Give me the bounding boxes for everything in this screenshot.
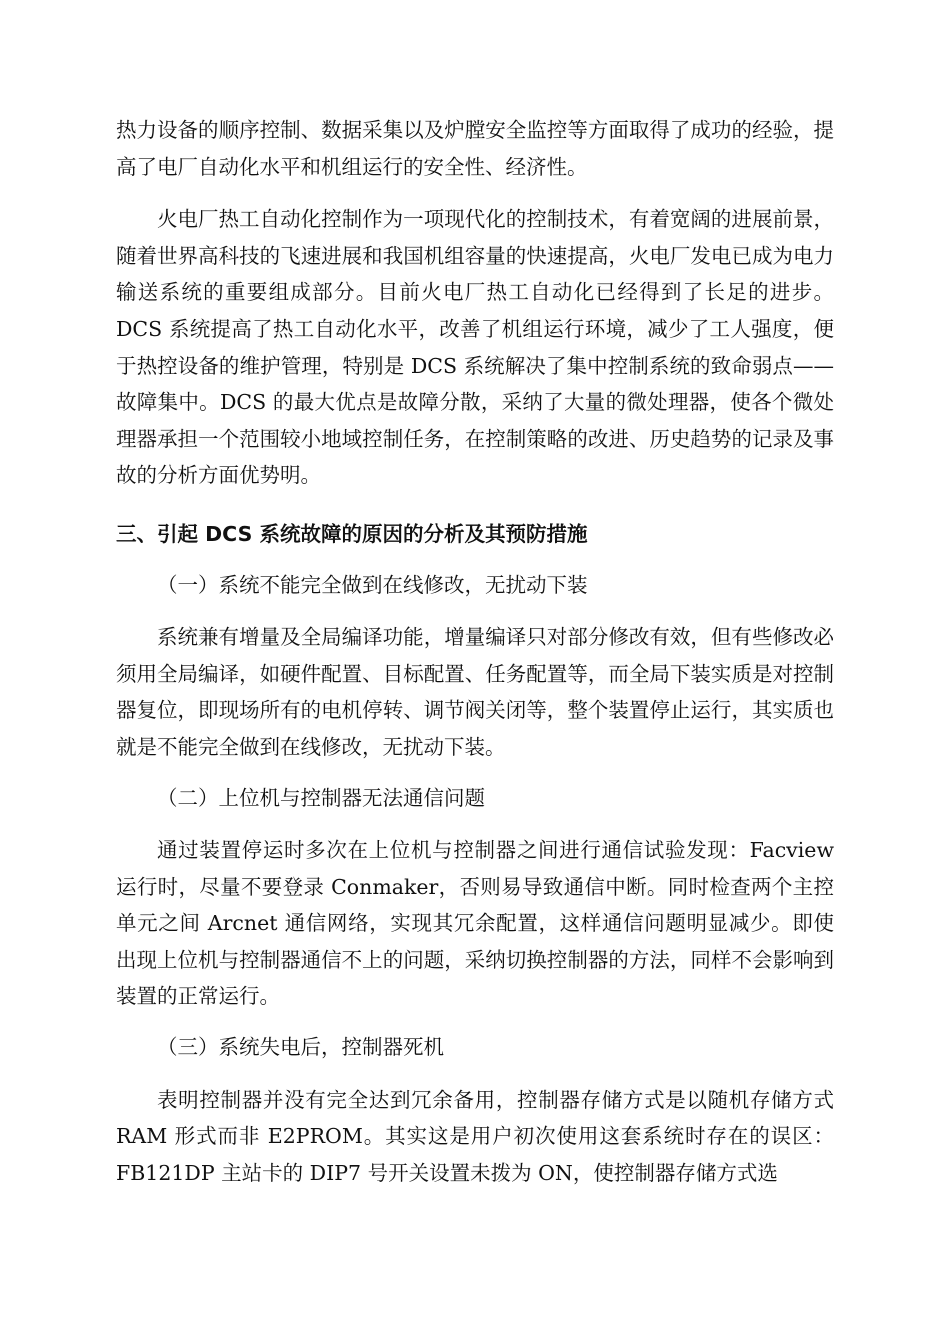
subheading-online-modification: （一）系统不能完全做到在线修改，无扰动下装 bbox=[157, 572, 588, 597]
paragraph-communication-test: 通过装置停运时多次在上位机与控制器之间进行通信试验发现：Facview 运行时，尽量不要登录 Conmaker，否则易导致通信中断。同时检查两个主控单元之间 Arcnet 通信网络，实现其冗余配置，这样通信问题明显减少。即使出现上位机与控制器通信不上的问题，采纳切换控制器的方法，同样不会影响到装置的正常运行。 bbox=[116, 838, 834, 1009]
paragraph-compile-download: 系统兼有增量及全局编译功能，增量编译只对部分修改有效，但有些修改必须用全局编译，如硬件配置、目标配置、任务配置等，而全局下装实质是对控制器复位，即现场所有的电机停转、调节阀关闭等，整个装置停止运行，其实质也就是不能完全做到在线修改，无扰动下装。 bbox=[116, 625, 834, 759]
section-heading-dcs-faults: 三、引起 DCS 系统故障的原因的分析及其预防措施 bbox=[116, 521, 588, 546]
subheading-power-loss: （三）系统失电后，控制器死机 bbox=[157, 1035, 444, 1060]
paragraph-continued: 热力设备的顺序控制、数据采集以及炉膛安全监控等方面取得了成功的经验，提高了电厂自动化水平和机组运行的安全性、经济性。 bbox=[116, 118, 834, 179]
document-body bbox=[116, 112, 834, 1191]
paragraph-thermal-automation: 火电厂热工自动化控制作为一项现代化的控制技术，有着宽阔的进展前景，随着世界高科技的飞速进展和我国机组容量的快速提高，火电厂发电已成为电力输送系统的重要组成部分。目前火电厂热工自动化已经得到了长足的进步。DCS 系统提高了热工自动化水平，改善了机组运行环境，减少了工人强度，便于热控设备的维护管理，特别是 DCS 系统解决了集中控制系统的致命弱点——故障集中。DCS 的最大优点是故障分散，采纳了大量的微处理器，使各个微处理器承担一个范围较小地域控制任务，在控制策略的改进、历史趋势的记录及事故的分析方面优势明。 bbox=[116, 207, 834, 488]
paragraph-controller-storage: 表明控制器并没有完全达到冗余备用，控制器存储方式是以随机存储方式 RAM 形式而非 E2PROM。其实这是用户初次使用这套系统时存在的误区：FB121DP 主站卡的 DIP7 号开关设置未拨为 ON，使控制器存储方式选 bbox=[116, 1087, 834, 1185]
subheading-communication-problem: （二）上位机与控制器无法通信问题 bbox=[157, 785, 485, 810]
